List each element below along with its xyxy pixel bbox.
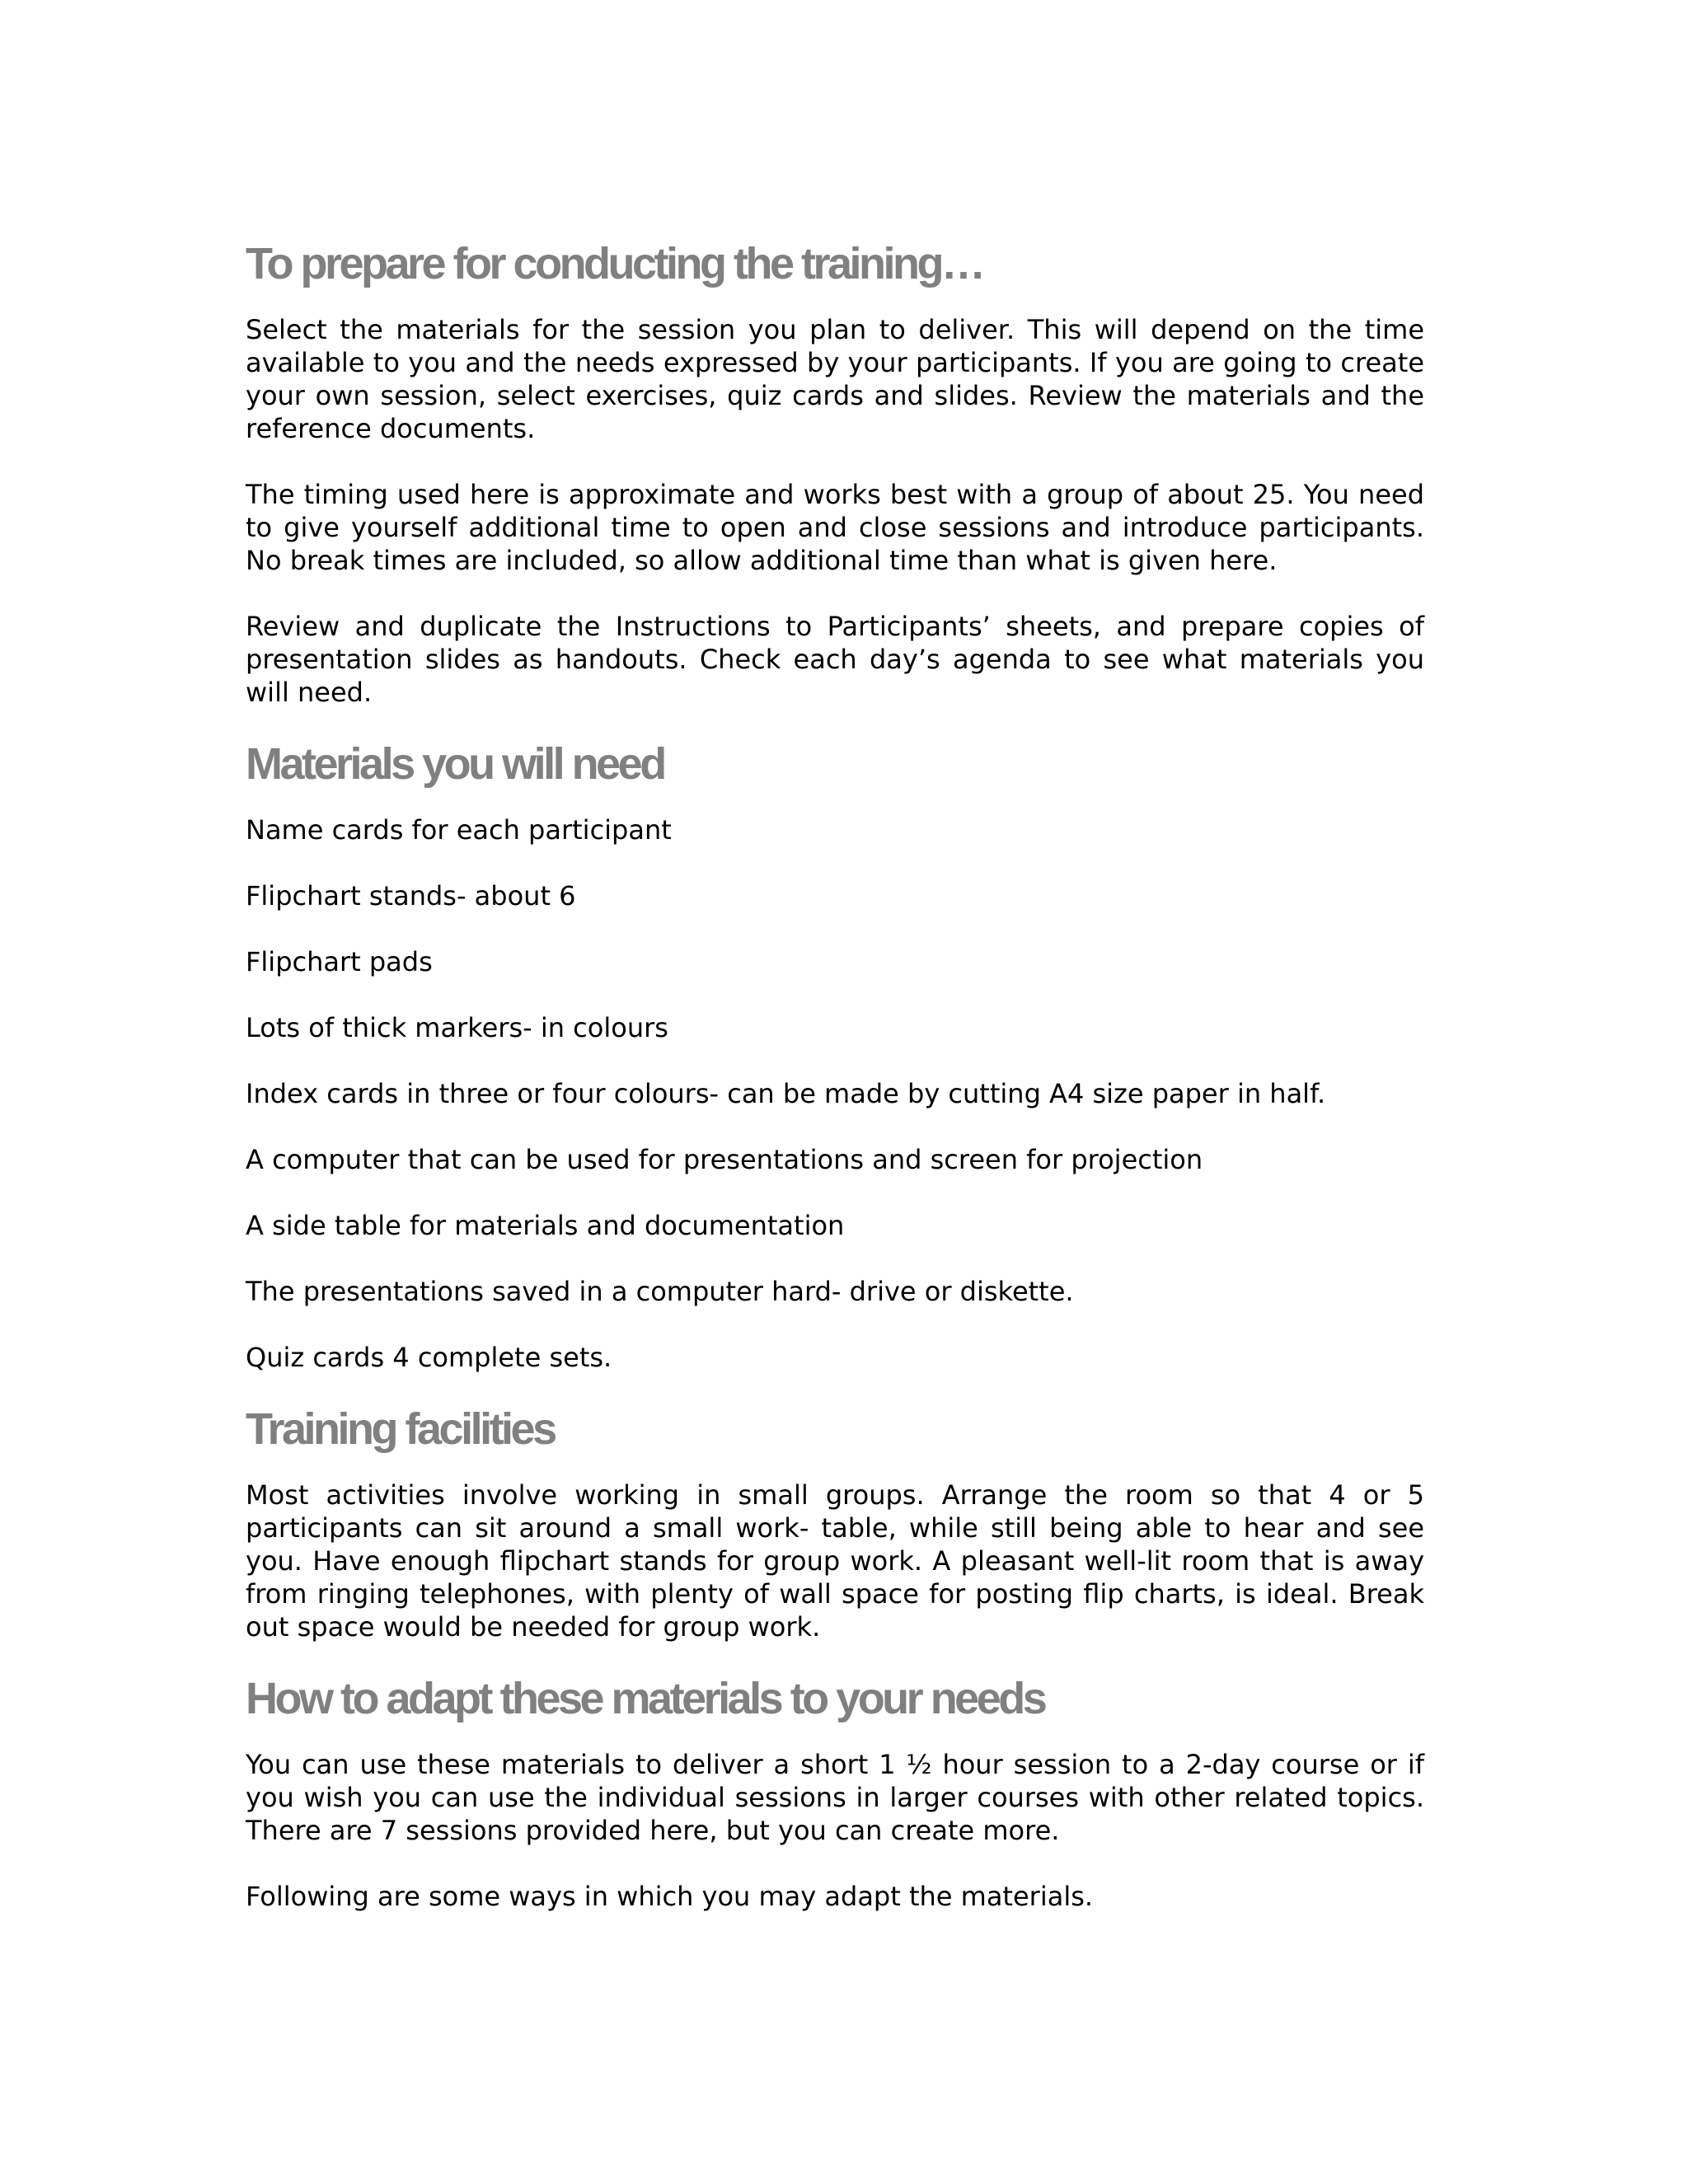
paragraph: You can use these materials to deliver a short 1 ½ hour session to a 2-day course or if you wish you can use the individual sessions in larger courses with other related topics. There are 7 sessions provided here, but you can create more.	[246, 1749, 1424, 1846]
section-heading: Materials you will need	[246, 739, 664, 789]
section-training-facilities	[246, 1403, 1424, 1643]
list-item: Lots of thick markers- in colours	[246, 1012, 668, 1043]
section-heading: How to adapt these materials to your needs	[246, 1674, 1045, 1723]
section-heading: Training facilities	[246, 1404, 555, 1454]
list-item: A side table for materials and documentation	[246, 1210, 845, 1241]
section-adapt	[246, 1672, 1424, 1913]
list-item: A computer that can be used for presentations and screen for projection	[246, 1144, 1203, 1175]
list-item: Index cards in three or four colours- can be made by cutting A4 size paper in half.	[246, 1078, 1326, 1109]
paragraph: Following are some ways in which you may adapt the materials.	[246, 1881, 1094, 1912]
list-item: Flipchart stands- about 6	[246, 880, 576, 912]
list-item: Name cards for each participant	[246, 814, 672, 846]
list-item: Flipchart pads	[246, 946, 433, 977]
list-item: The presentations saved in a computer hard- drive or diskette.	[246, 1276, 1074, 1307]
paragraph: Select the materials for the session you plan to deliver. This will depend on the time available to you and the needs expressed by your participants. If you are going to create your own session, select exercises, quiz cards and slides. Review the materials and the reference documents.	[246, 314, 1424, 444]
materials-list	[246, 813, 1424, 1374]
paragraph: The timing used here is approximate and works best with a group of about 25. You need to give yourself additional time to open and close sessions and introduce participants. No break times are included, so allow additional time than what is given here.	[246, 479, 1424, 576]
list-item: Quiz cards 4 complete sets.	[246, 1342, 612, 1373]
document-page	[246, 237, 1424, 1913]
section-prepare	[246, 237, 1424, 709]
section-heading: To prepare for conducting the training…	[246, 239, 983, 288]
paragraph: Review and duplicate the Instructions to Participants’ sheets, and prepare copies of presentation slides as handouts. Check each day’s agenda to see what materials you will need.	[246, 611, 1424, 708]
paragraph: Most activities involve working in small groups. Arrange the room so that 4 or 5 participants can sit around a small work- table, while still being able to hear and see you. Have enough flipchart stands for group work. A pleasant well-lit room that is away from ringing telephones, with plenty of wall space for posting flip charts, is ideal. Break out space would be needed for group work.	[246, 1479, 1424, 1643]
section-materials	[246, 738, 1424, 1374]
